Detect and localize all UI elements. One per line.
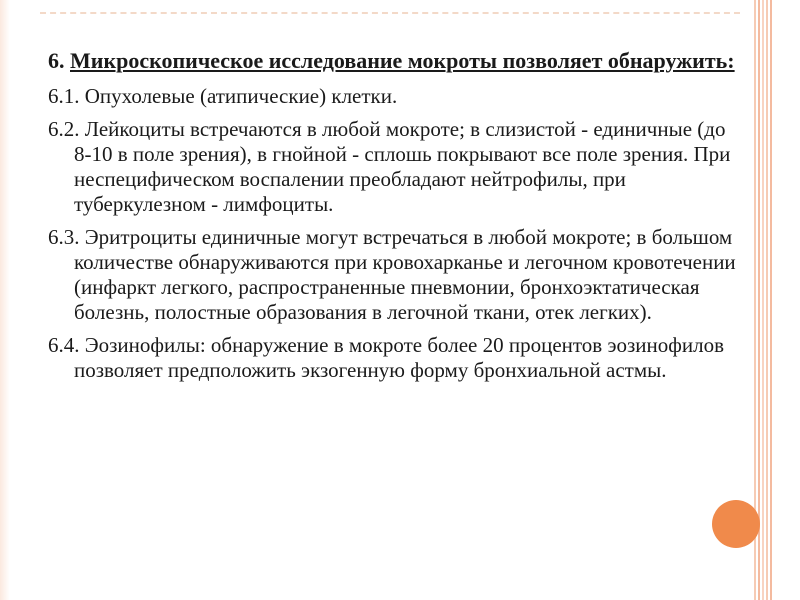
- list-item: [48, 333, 748, 383]
- right-striped-border: [754, 0, 774, 600]
- slide-heading: [48, 48, 748, 74]
- heading-number: 6.: [48, 48, 65, 73]
- list-item: [48, 117, 748, 217]
- item-number: 6.1.: [48, 84, 80, 108]
- heading-title: Микроскопическое исследование мокроты позволяет обнаружить:: [70, 48, 735, 73]
- orange-circle-decoration: [712, 500, 760, 548]
- item-number: 6.4.: [48, 333, 80, 357]
- item-text: Опухолевые (атипические) клетки.: [84, 84, 398, 108]
- top-dashed-rule: [40, 12, 740, 18]
- item-text: Эритроциты единичные могут встречаться в любой мокроте; в большом количестве обнаруживаются при кровохарканье и легочном кровотечении (инфаркт легкого, распространенные пневмонии, бронхоэктатическая болезнь, полостные образования в легочной ткани, отек легких).: [74, 225, 736, 324]
- item-text: Лейкоциты встречаются в любой мокроте; в слизистой - единичные (до 8-10 в поле зрения), в гнойной - сплошь покрывают все поле зрения. При неспецифическом воспалении преобладают нейтрофилы, при туберкулезном - лимфоциты.: [74, 117, 731, 216]
- list-item: [48, 225, 748, 325]
- item-text: Эозинофилы: обнаружение в мокроте более 20 процентов эозинофилов позволяет предположить экзогенную форму бронхиальной астмы.: [74, 333, 724, 382]
- item-number: 6.3.: [48, 225, 80, 249]
- list-item: [48, 84, 748, 109]
- left-border-decoration: [0, 0, 10, 600]
- slide-content: [48, 48, 748, 391]
- item-number: 6.2.: [48, 117, 80, 141]
